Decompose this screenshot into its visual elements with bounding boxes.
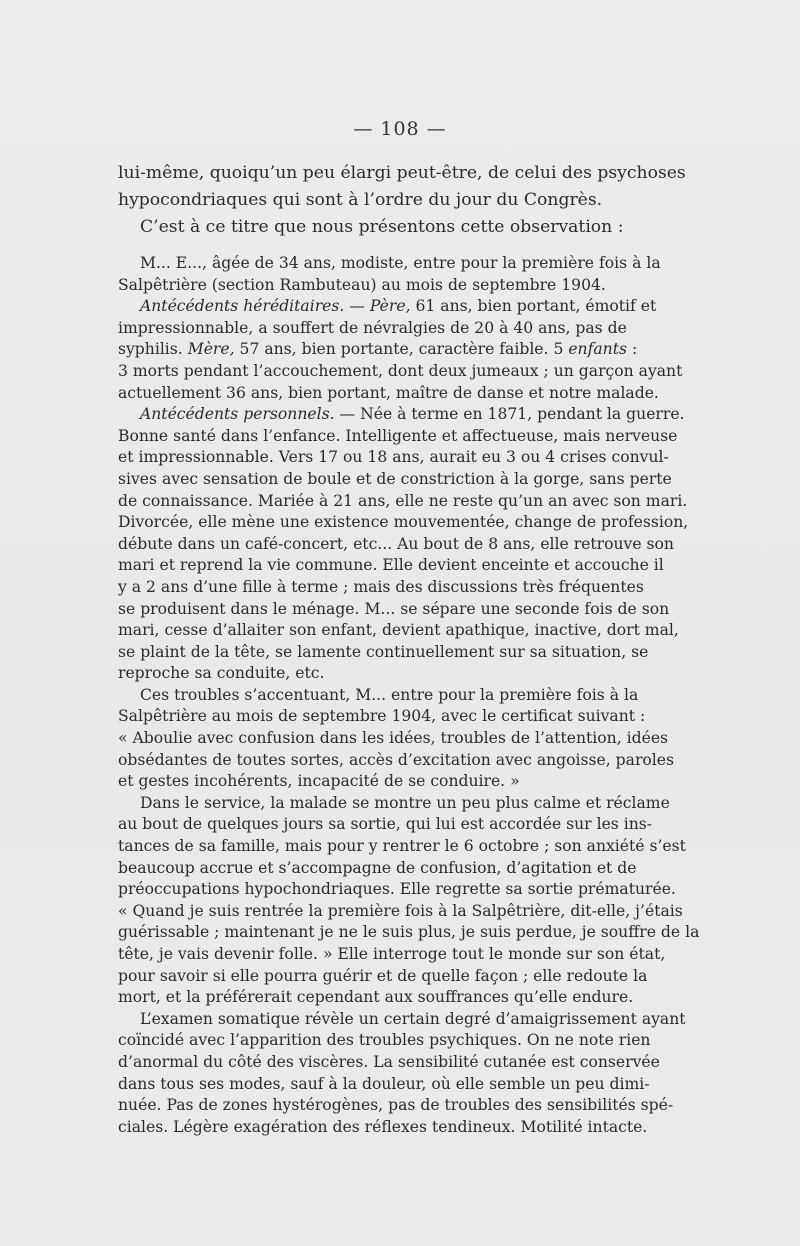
- text-line: mort, et la préférerait cependant aux souffrances qu’elle endure.: [118, 988, 634, 1007]
- text-line: coïncidé avec l’apparition des troubles psychiques. On ne note rien: [118, 1031, 651, 1050]
- page-number: — 108 —: [353, 118, 447, 140]
- text-line: préoccupations hypochondriaques. Elle regrette sa sortie prématurée.: [118, 880, 676, 899]
- text-line: [118, 339, 700, 361]
- body-text: [118, 160, 700, 1138]
- text-line: ciales. Légère exagération des réflexes tendineux. Motilité intacte.: [118, 1117, 648, 1136]
- text-line: nuée. Pas de zones hystérogènes, pas de troubles des sensibilités spé-: [118, 1096, 674, 1115]
- text-fragment: 57 ans, bien portante, caractère faible. 5: [234, 340, 569, 359]
- text-line: dans tous ses modes, sauf à la douleur, où elle semble un peu dimi-: [118, 1074, 650, 1093]
- text-line: Salpêtrière (section Rambuteau) au mois de septembre 1904.: [118, 275, 606, 294]
- text-line: de connaissance. Mariée à 21 ans, elle ne reste qu’un an avec son mari.: [118, 491, 688, 510]
- text-line: mari, cesse d’allaiter son enfant, devient apathique, inactive, dort mal,: [118, 621, 679, 640]
- text-line: Bonne santé dans l’enfance. Intelligente et affectueuse, mais nerveuse: [118, 426, 678, 445]
- text-line: Divorcée, elle mène une existence mouvementée, change de profession,: [118, 513, 689, 532]
- text-line: C’est à ce titre que nous présentons cette observation :: [140, 217, 624, 237]
- text-line: au bout de quelques jours sa sortie, qui lui est accordée sur les ins-: [118, 815, 653, 834]
- text-line: mari et reprend la vie commune. Elle devient enceinte et accouche il: [118, 556, 664, 575]
- text-line: y a 2 ans d’une fille à terme ; mais des discussions très fréquentes: [118, 577, 644, 596]
- text-line: 3 morts pendant l’accouchement, dont deux jumeaux ; un garçon ayant: [118, 361, 683, 380]
- text-line: lui-même, quoiqu’un peu élargi peut-être, de celui des psychoses: [118, 163, 686, 183]
- label-mere: Mère,: [187, 340, 235, 359]
- text-line: « Aboulie avec confusion dans les idées, troubles de l’attention, idées: [118, 729, 669, 748]
- intro-paragraph: [118, 160, 700, 241]
- text-line: Ces troubles s’accentuant, M... entre pour la première fois à la: [140, 685, 639, 704]
- observation: [118, 253, 700, 1138]
- text-line: guérissable ; maintenant je ne le suis plus, je suis perdue, je souffre de la: [118, 923, 700, 942]
- text-line: obsédantes de toutes sortes, accès d’excitation avec angoisse, paroles: [118, 750, 674, 769]
- text-line: tances de sa famille, mais pour y rentrer le 6 octobre ; son anxiété s’est: [118, 837, 686, 856]
- text-line: sives avec sensation de boule et de constriction à la gorge, sans perte: [118, 469, 672, 488]
- text-line: Dans le service, la malade se montre un peu plus calme et réclame: [140, 793, 670, 812]
- text-line: pour savoir si elle pourra guérir et de quelle façon ; elle redoute la: [118, 966, 648, 985]
- text-line: tête, je vais devenir folle. » Elle interroge tout le monde sur son état,: [118, 945, 666, 963]
- text-fragment: —: [344, 297, 370, 316]
- text-line: beaucoup accrue et s’accompagne de confusion, d’agitation et de: [118, 858, 637, 877]
- text-line: impressionnable, a souffert de névralgies de 20 à 40 ans, pas de: [118, 318, 627, 337]
- text-fragment: :: [626, 340, 638, 359]
- label-pere: Père,: [369, 297, 411, 316]
- section-heading: Antécédents personnels.: [140, 405, 335, 424]
- text-line: « Quand je suis rentrée la première fois à la Salpêtrière, dit-elle, j’étais: [118, 901, 683, 920]
- text-line: L’examen somatique révèle un certain degré d’amaigrissement ayant: [140, 1009, 686, 1028]
- text-line: reproche sa conduite, etc.: [118, 664, 325, 683]
- text-line: [118, 296, 700, 318]
- text-line: se produisent dans le ménage. M... se sépare une seconde fois de son: [118, 599, 670, 618]
- text-line: hypocondriaques qui sont à l’ordre du jour du Congrès.: [118, 190, 603, 210]
- text-fragment: 61 ans, bien portant, émotif et: [410, 297, 657, 316]
- label-enfants: enfants: [568, 340, 627, 359]
- text-line: débute dans un café-concert, etc... Au bout de 8 ans, elle retrouve son: [118, 534, 674, 553]
- text-line: d’anormal du côté des viscères. La sensibilité cutanée est conservée: [118, 1052, 660, 1071]
- text-line: [118, 404, 700, 426]
- text-line: et impressionnable. Vers 17 ou 18 ans, aurait eu 3 ou 4 crises convul-: [118, 448, 669, 467]
- text-line: Salpêtrière au mois de septembre 1904, avec le certificat suivant :: [118, 707, 646, 726]
- text-line: et gestes incohérents, incapacité de se conduire. »: [118, 772, 520, 791]
- text-line: M... E..., âgée de 34 ans, modiste, entre pour la première fois à la: [140, 254, 661, 272]
- text-line: se plaint de la tête, se lamente continuellement sur sa situation, se: [118, 642, 649, 661]
- text-fragment: — Née à terme en 1871, pendant la guerre.: [334, 405, 685, 424]
- text-line: actuellement 36 ans, bien portant, maître de danse et notre malade.: [118, 383, 659, 402]
- section-heading: Antécédents héréditaires.: [140, 297, 345, 316]
- text-fragment: syphilis.: [118, 340, 183, 359]
